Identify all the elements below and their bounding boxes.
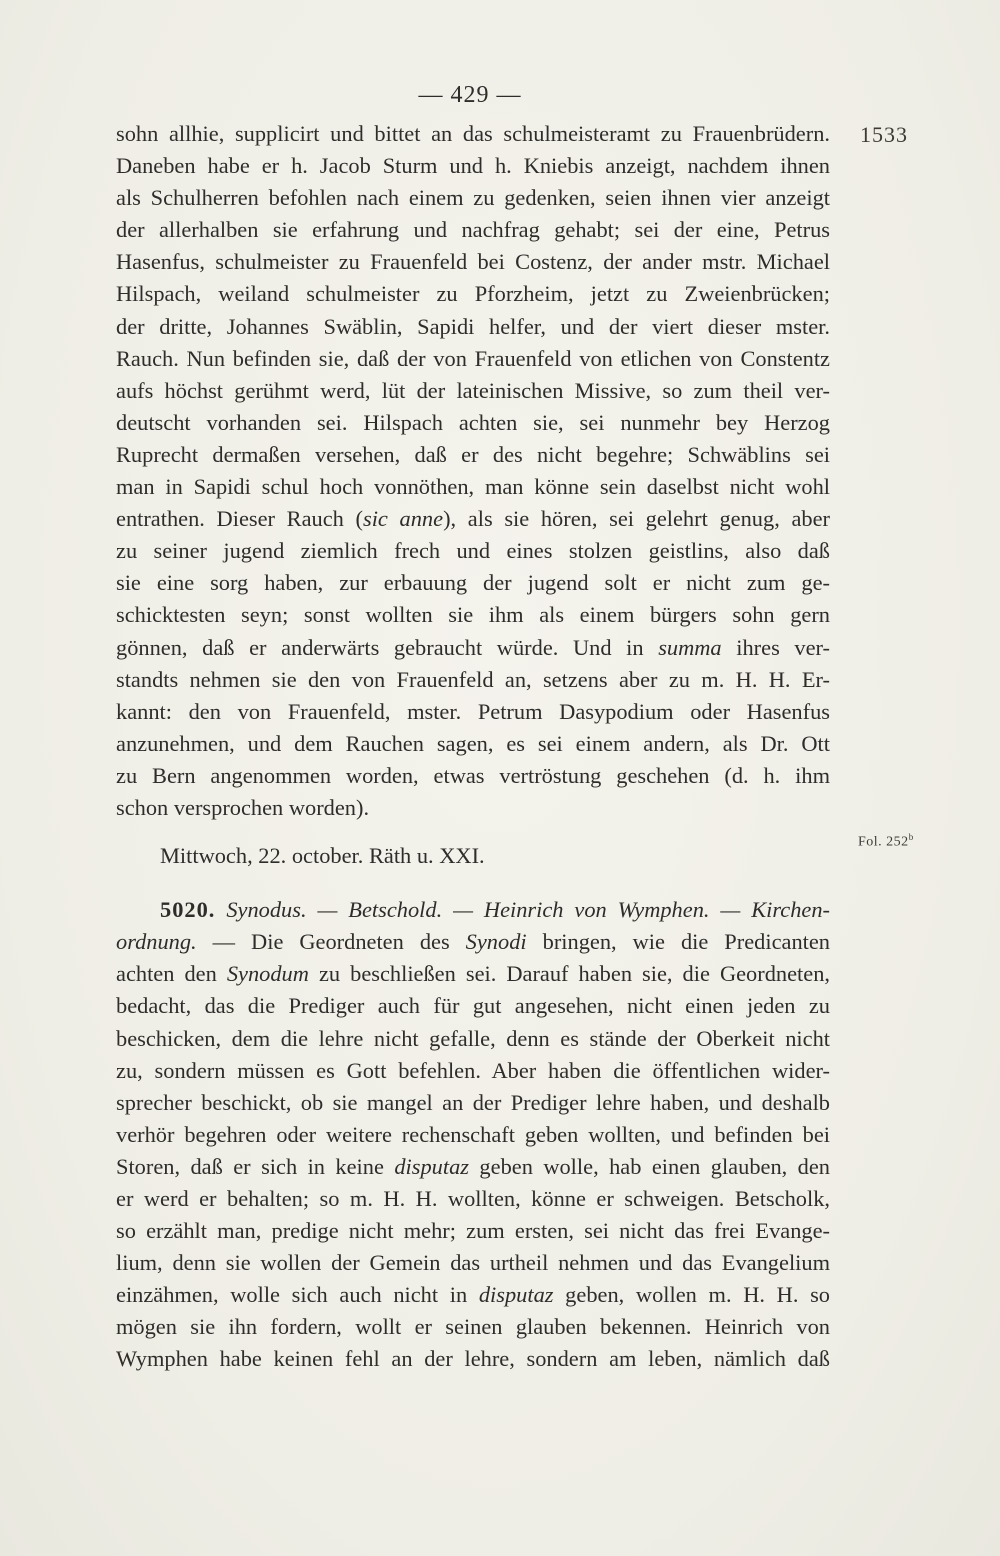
text-segment: — Die Geordneten des xyxy=(196,929,466,955)
text-line: Hasenfus, schulmeister zu Frauenfeld bei Costenz, der ander mstr. Michael xyxy=(116,249,830,275)
text-line: sprecher beschickt, ob sie mangel an der Prediger lehre haben, und deshalb xyxy=(116,1089,830,1115)
text-line: sie eine sorg haben, zur erbauung der jugend solt er nicht zum ge- xyxy=(116,570,830,596)
text-line: so erzählt man, predige nicht mehr; zum ersten, sei nicht das frei Evange- xyxy=(116,1218,830,1244)
text-line: Daneben habe er h. Jacob Sturm und h. Kniebis anzeigt, nachdem ihnen xyxy=(116,153,830,179)
text-line: zu, sondern müssen es Gott befehlen. Aber haben die öffentlichen wider- xyxy=(116,1057,830,1083)
text-segment: geben wolle, hab einen glauben, den xyxy=(469,1153,831,1179)
text-segment: ihres ver- xyxy=(721,634,830,660)
text-line: deutscht vorhanden sei. Hilspach achten sie, sei nunmehr bey Herzog xyxy=(116,409,830,435)
italic-segment: Synodum xyxy=(226,961,309,987)
entry-heading-line xyxy=(116,894,830,926)
text-line: als Schulherren befohlen nach einem zu gedenken, seien ihnen vier anzeigt xyxy=(116,185,830,211)
text-line xyxy=(116,926,830,958)
body-text xyxy=(116,118,830,1376)
italic-segment: Synodi xyxy=(465,929,527,955)
italic-segment: disputaz xyxy=(394,1153,469,1179)
text-line: man in Sapidi schul hoch vonnöthen, man könne sein daselbst nicht wohl xyxy=(116,474,830,500)
text-line: Hilspach, weiland schulmeister zu Pforzheim, jetzt zu Zweienbrücken; xyxy=(116,281,830,307)
margin-folio xyxy=(858,832,914,851)
text-segment: entrathen. Dieser Rauch ( xyxy=(116,506,363,532)
text-line: zu Bern angenommen worden, etwas vertröstung geschehen (d. h. ihm xyxy=(116,762,830,788)
margin-year: 1533 xyxy=(860,122,908,147)
spacer xyxy=(116,872,830,894)
text-line: der allerhalben sie erfahrung und nachfrag gehabt; sei der eine, Petrus xyxy=(116,217,830,243)
text-line: bedacht, das die Prediger auch für gut angesehen, nicht einen jeden zu xyxy=(116,993,830,1019)
text-segment: bringen, wie die Predicanten xyxy=(526,929,830,955)
text-line: kannt: den von Frauenfeld, mster. Petrum Dasypodium oder Hasenfus xyxy=(116,698,830,724)
text-segment: zu beschließen sei. Darauf haben sie, die Geordneten, xyxy=(308,961,830,987)
entry-title: Synodus. — Betschold. — Heinrich von Wymphen. — Kirchen- xyxy=(226,897,830,923)
text-segment: geben, wollen m. H. H. so xyxy=(553,1282,830,1308)
text-segment: achten den xyxy=(116,961,227,987)
italic-segment: disputaz xyxy=(478,1282,554,1308)
spacer xyxy=(116,824,830,840)
folio-text: Fol. 252 xyxy=(858,834,909,850)
text-line: aufs höchst gerühmt werd, lüt der lateinischen Missive, so zum theil ver- xyxy=(116,377,830,403)
text-line: standts nehmen sie den von Frauenfeld an, setzens aber zu m. H. H. Er- xyxy=(116,666,830,692)
italic-segment: sic anne xyxy=(363,506,444,532)
text-line: der dritte, Johannes Swäblin, Sapidi helfer, und der viert dieser mster. xyxy=(116,313,830,339)
text-segment: einzähmen, wolle sich auch nicht in xyxy=(116,1282,479,1308)
text-line xyxy=(116,1279,830,1311)
text-segment: gönnen, daß er anderwärts gebraucht würde. Und in xyxy=(116,634,659,660)
entry-number: 5020. xyxy=(160,897,216,923)
italic-segment: summa xyxy=(658,634,722,660)
text-line xyxy=(116,958,830,990)
text-segment: Storen, daß er sich in keine xyxy=(116,1153,395,1179)
text-line: Ruprecht dermaßen versehen, daß er des nicht begehre; Schwäblins sei xyxy=(116,441,830,467)
text-line: zu seiner jugend ziemlich frech und eines stolzen geistlins, also daß xyxy=(116,538,830,564)
session-heading: Mittwoch, 22. october. Räth u. XXI. xyxy=(160,843,485,869)
entry-title-cont: ordnung. xyxy=(116,929,197,955)
text-line xyxy=(116,503,830,535)
text-line: verhör begehren oder weitere rechenschaft geben wollten, und befinden bei xyxy=(116,1121,830,1147)
text-segment: ), als sie hören, sei gelehrt genug, aber xyxy=(443,506,830,532)
text-line: beschicken, dem die lehre nicht gefalle, denn es stände der Oberkeit nicht xyxy=(116,1025,830,1051)
text-line: schicktesten seyn; sonst wollten sie ihm als einem bürgers sohn gern xyxy=(116,602,830,628)
text-line: mögen sie ihn fordern, wollt er seinen glauben bekennen. Heinrich von xyxy=(116,1314,830,1340)
text-line: Wymphen habe keinen fehl an der lehre, sondern am leben, nämlich daß xyxy=(116,1346,830,1372)
folio-superscript: b xyxy=(908,832,914,842)
text-line xyxy=(116,1151,830,1183)
text-line: schon versprochen worden). xyxy=(116,794,370,820)
text-line: er werd er behalten; so m. H. H. wollten, könne er schweigen. Betscholk, xyxy=(116,1186,830,1211)
page-number: — 429 — xyxy=(418,82,522,108)
text-line: lium, denn sie wollen der Gemein das urtheil nehmen und das Evangelium xyxy=(116,1250,830,1276)
text-line: Rauch. Nun befinden sie, daß der von Frauenfeld von etlichen von Constentz xyxy=(116,345,830,371)
text-line: anzunehmen, und dem Rauchen sagen, es sei einem andern, als Dr. Ott xyxy=(116,730,830,756)
text-line xyxy=(116,632,830,664)
text-line: sohn allhie, supplicirt und bittet an das schulmeisteramt zu Frauenbrüdern. xyxy=(116,121,830,146)
